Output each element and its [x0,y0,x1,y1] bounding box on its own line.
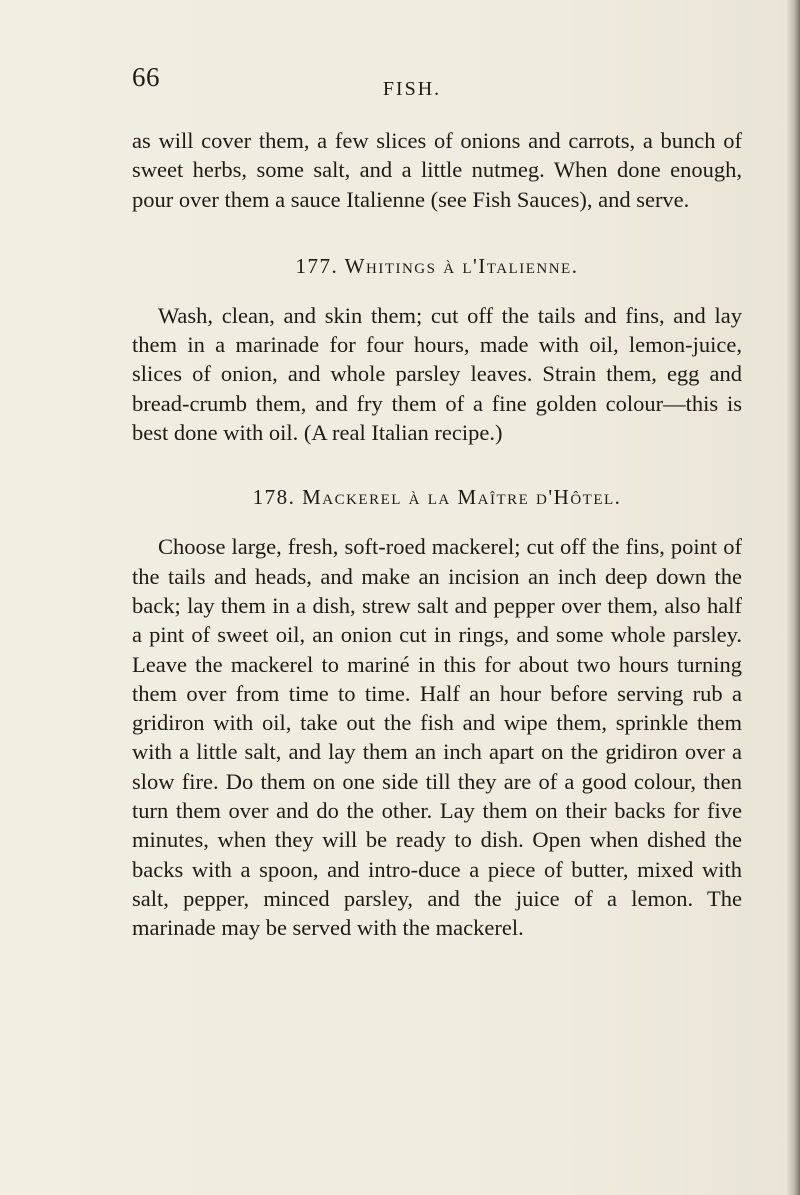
recipe-178-heading-wrap [132,485,742,510]
page-header [132,62,732,102]
running-head: FISH. [382,78,442,100]
recipe-body: Choose large, fresh, soft-roed mackerel; cut off the fins, point of the tails and heads, and make an incision an inch deep down the back; lay them in a dish, strew salt and pepper over them, also half a pint of sweet oil, an onion cut in rings, and some whole parsley. Leave the mackerel to mariné in this for about two hours turning them over from time to time. Half an hour before serving rub a gridiron with oil, take out the fish and wipe them, sprinkle them with a little salt, and lay them an inch apart on the gridiron over a slow fire. Do them on one side till they are of a good colour, then turn them over and do the other. Lay them on their backs for five minutes, when they will be ready to dish. Open when dished the backs with a spoon, and intro-duce a piece of butter, mixed with salt, pepper, minced parsley, and the juice of a lemon. The marinade may be served with the mackerel. [132,534,742,941]
page-body [132,126,742,943]
recipe-heading: 178. Mackerel à la Maître d'Hôtel. [252,485,622,510]
recipe-177-heading-wrap [132,254,742,279]
intro-paragraph: as will cover them, a few slices of onions and carrots, a bunch of sweet herbs, some salt, and a little nutmeg. When done enough, pour over them a sauce Italienne (see Fish Sauces), and serve. [132,128,742,212]
page-edge-shadow [786,0,800,1195]
page-number: 66 [132,62,160,92]
recipe-body: Wash, clean, and skin them; cut off the tails and fins, and lay them in a marinade for four hours, made with oil, lemon-juice, slices of onion, and whole parsley leaves. Strain them, egg and bread-crumb them, and fry them of a fine golden colour—this is best done with oil. (A real Italian recipe.) [132,302,742,446]
recipe-heading: 177. Whitings à l'Italienne. [295,253,579,278]
